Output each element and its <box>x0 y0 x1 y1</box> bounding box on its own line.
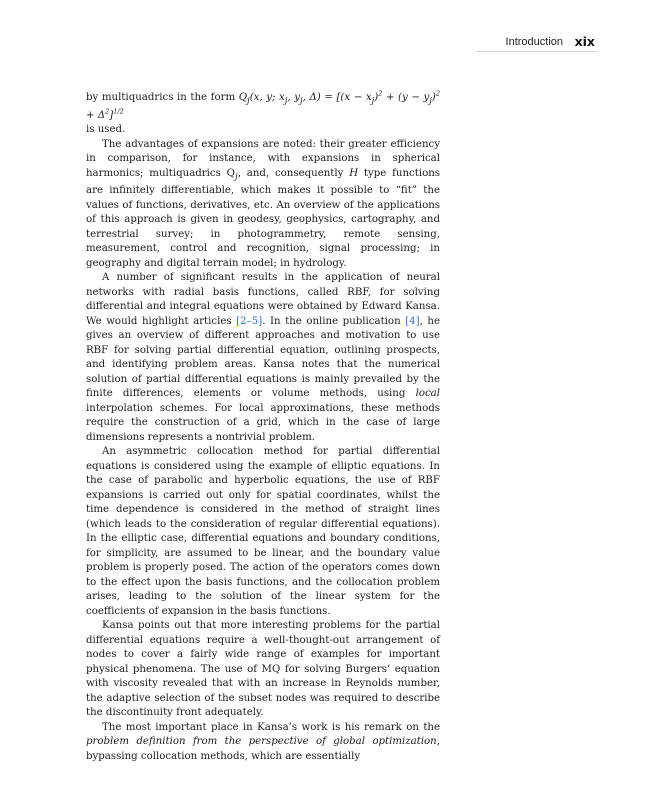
citation-link-2-5[interactable]: [2–5] <box>236 315 263 327</box>
formula-args3: , Δ) = [(x − x <box>302 92 372 103</box>
p3-text-c: , he gives an overview of different approaches and motivation to use RBF for solving partial differential equation, outlining prospects, and identifying problem areas. Kansa notes that the numerical solution of partial differential equations is mainly prevailed by the finite differences, elements or volume methods, using <box>86 315 440 400</box>
formula-sup-2c: 2 <box>105 107 110 116</box>
formula-sub-j: j <box>247 96 250 107</box>
formula-mid3: ) <box>431 92 436 103</box>
p6-text-b: , bypassing collocation methods, which are essentially <box>86 736 440 762</box>
p2-text-b: , and, consequently <box>237 167 350 179</box>
body-text <box>86 91 440 764</box>
formula-sub-j-4: j <box>371 96 375 107</box>
paragraph-4 <box>86 445 440 619</box>
formula-close: ] <box>109 109 114 121</box>
paragraph-5 <box>86 619 440 721</box>
formula-q: Q <box>238 92 248 103</box>
formula-end: + Δ <box>86 109 106 121</box>
formula-sub-j-5: j <box>429 96 432 107</box>
p1-text-b: is used. <box>86 124 126 136</box>
p6-italic: problem definition from the perspective of global optimization <box>86 736 437 748</box>
p3-text-b: . In the online publication <box>262 315 406 327</box>
p2-h-italic: H <box>349 167 359 179</box>
formula-args: (x, y; x <box>249 92 285 103</box>
running-header <box>0 0 648 60</box>
formula-sup-2b: 2 <box>435 89 440 98</box>
p2-sub-j: j <box>235 171 238 182</box>
paragraph-1 <box>86 91 440 138</box>
paragraph-2 <box>86 138 440 272</box>
formula-sup-2a: 2 <box>378 89 383 98</box>
p3-text-a: A number of significant results in the application of neural networks with radial basis functions, called RBF, for solving differential and integral equations were obtained by Edward Kansa. We would highlight articles <box>86 272 440 327</box>
formula-mid2: + (y − y <box>382 92 430 103</box>
p3-local-italic: local <box>415 388 440 400</box>
formula-sub-j-2: j <box>284 96 288 107</box>
formula-sub-j-3: j <box>299 96 303 107</box>
citation-link-4[interactable]: [4] <box>405 315 420 327</box>
p5-text: Kansa points out that more interesting problems for the partial differential equations require a well-thought-out arrangement of nodes to cover a fairly wide range of examples for important physical phenomena. The use of MQ for solving Burgers’ equation with viscosity revealed that with an increase in Reynolds number, the adaptive selection of the subset nodes was required to describe the discontinuity front adequately. <box>86 620 440 719</box>
paragraph-6 <box>86 721 440 765</box>
header-rule <box>476 51 597 52</box>
p2-text-c: type functions are infinitely differentiable, which makes it possible to “fit” the values of functions, derivatives, etc. An overview of the applications of this approach is given in geodesy, geophysics, cartography, and terrestrial survey; in photogrammetry, remote sensing, measurement, control and recognition, signal processing; in geography and digital terrain model; in hydrology. <box>86 167 440 269</box>
p1-text-a: by multiquadrics in the form <box>86 92 239 103</box>
p4-text: An asymmetric collocation method for partial differential equations is considered using the example of elliptic equations. In the case of parabolic and hyperbolic equations, the use of RBF expansions is carried out only for spatial coordinates, whilst the time dependence is considered in the method of straight lines (which leads to the consideration of regular differential equations). In the elliptic case, differential equations and boundary conditions, for simplicity, are assumed to be linear, and the boundary value problem is properly posed. The action of the operators comes down to the effect upon the basis functions, and the collocation problem arises, leading to the solution of the linear system for the coefficients of expansion in the basis functions. <box>86 446 440 617</box>
page-number: xix <box>574 34 595 49</box>
formula-sup-half: 1/2 <box>113 107 124 116</box>
paragraph-3 <box>86 271 440 445</box>
formula-args2: , y <box>287 92 300 103</box>
formula-mid: ) <box>374 92 379 103</box>
p6-text-a: The most important place in Kansa’s work is his remark on the <box>102 721 440 733</box>
section-title: Introduction <box>505 36 563 48</box>
p3-text-d: interpolation schemes. For local approximations, these methods require the construction of a grid, which in the case of large dimensions represents a nontrivial problem. <box>86 402 440 443</box>
p2-text-a: The advantages of expansions are noted: their greater efficiency in comparison, for instance, with expansions in spherical harmonics; multiquadrics Q <box>86 138 440 179</box>
